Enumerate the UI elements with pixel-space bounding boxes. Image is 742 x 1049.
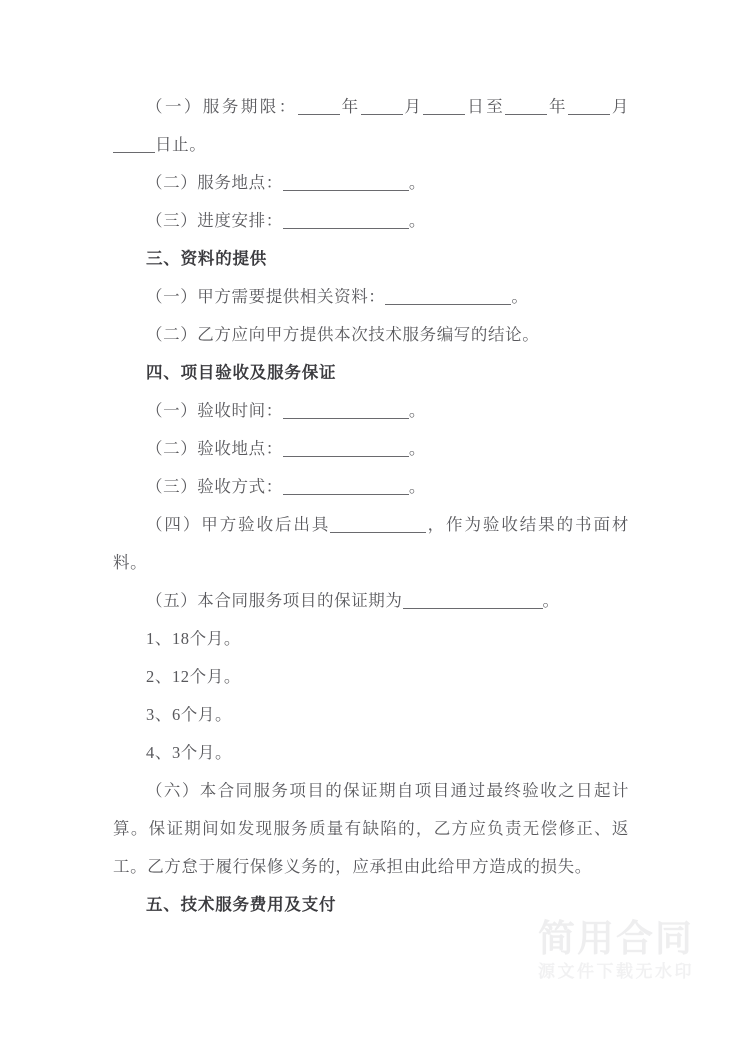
- paragraph-service-period: [113, 88, 629, 164]
- blank-month-2[interactable]: [568, 101, 610, 115]
- tail-schedule-arrangement: 。: [408, 211, 426, 230]
- tail-acceptance-method: 。: [408, 477, 426, 496]
- label-acceptance-document: （四）甲方验收后出具: [146, 515, 331, 534]
- blank-acceptance-time[interactable]: [283, 405, 409, 419]
- unit-year-1: 年: [339, 97, 361, 116]
- blank-acceptance-location[interactable]: [283, 443, 409, 457]
- list-item-warranty-option-3: 3、6个月。: [146, 705, 233, 724]
- blank-acceptance-document[interactable]: [330, 519, 426, 533]
- unit-day-1: 日至: [465, 97, 506, 116]
- blank-warranty-period[interactable]: [403, 595, 543, 609]
- paragraph-acceptance-time: [113, 392, 629, 430]
- blank-year-1[interactable]: [298, 101, 340, 115]
- blank-service-location[interactable]: [283, 177, 409, 191]
- tail-warranty-period: 。: [542, 591, 560, 610]
- document-body: [113, 88, 629, 924]
- tail-party-a-materials: 。: [511, 287, 529, 306]
- paragraph-acceptance-document: [113, 506, 629, 582]
- tail-service-location: 。: [408, 173, 426, 192]
- label-acceptance-time: （一）验收时间：: [146, 401, 283, 420]
- paragraph-party-b-conclusion: （二）乙方应向甲方提供本次技术服务编写的结论。: [146, 325, 540, 344]
- blank-month-1[interactable]: [361, 101, 403, 115]
- paragraph-warranty-period: [113, 582, 629, 620]
- heading-section-four: 四、项目验收及服务保证: [146, 363, 337, 382]
- paragraph-warranty-terms: （六）本合同服务项目的保证期自项目通过最终验收之日起计算。保证期间如发现服务质量有缺陷的，乙方应负责无偿修正、返工。乙方怠于履行保修义务的，应承担由此给甲方造成的损失。: [113, 781, 629, 876]
- paragraph-acceptance-location: [113, 430, 629, 468]
- blank-day-1[interactable]: [423, 101, 465, 115]
- blank-schedule-arrangement[interactable]: [283, 215, 409, 229]
- tail-acceptance-time: 。: [408, 401, 426, 420]
- paragraph-party-a-materials: [113, 278, 629, 316]
- tail-service-period: 日止。: [155, 135, 207, 154]
- label-acceptance-method: （三）验收方式：: [146, 477, 283, 496]
- label-acceptance-location: （二）验收地点：: [146, 439, 283, 458]
- unit-year-2: 年: [547, 97, 568, 116]
- paragraph-service-location: [113, 164, 629, 202]
- watermark-tagline: 源文件下载无水印: [538, 962, 694, 982]
- label-warranty-period: （五）本合同服务项目的保证期为: [146, 591, 403, 610]
- paragraph-schedule-arrangement: [113, 202, 629, 240]
- blank-day-2[interactable]: [113, 139, 155, 153]
- list-item-warranty-option-4: 4、3个月。: [146, 743, 233, 762]
- tail-acceptance-location: 。: [408, 439, 426, 458]
- paragraph-acceptance-method: [113, 468, 629, 506]
- heading-section-three: 三、资料的提供: [146, 249, 268, 268]
- blank-party-a-materials[interactable]: [385, 291, 511, 305]
- label-service-location: （二）服务地点：: [146, 173, 283, 192]
- heading-section-five: 五、技术服务费用及支付: [146, 895, 337, 914]
- blank-year-2[interactable]: [505, 101, 547, 115]
- list-item-warranty-option-1: 1、18个月。: [146, 629, 241, 648]
- watermark-brand: 简用合同: [538, 917, 694, 960]
- label-party-a-materials: （一）甲方需要提供相关资料：: [146, 287, 386, 306]
- list-item-warranty-option-2: 2、12个月。: [146, 667, 241, 686]
- tail-acceptance-document: ，作为验收结果的书面材料。: [113, 515, 629, 572]
- blank-acceptance-method[interactable]: [283, 481, 409, 495]
- unit-month-1: 月: [402, 97, 424, 116]
- watermark: [538, 918, 694, 984]
- label-schedule-arrangement: （三）进度安排：: [146, 211, 283, 230]
- label-service-period: （一）服务期限：: [146, 97, 298, 116]
- unit-month-2: 月: [610, 97, 629, 116]
